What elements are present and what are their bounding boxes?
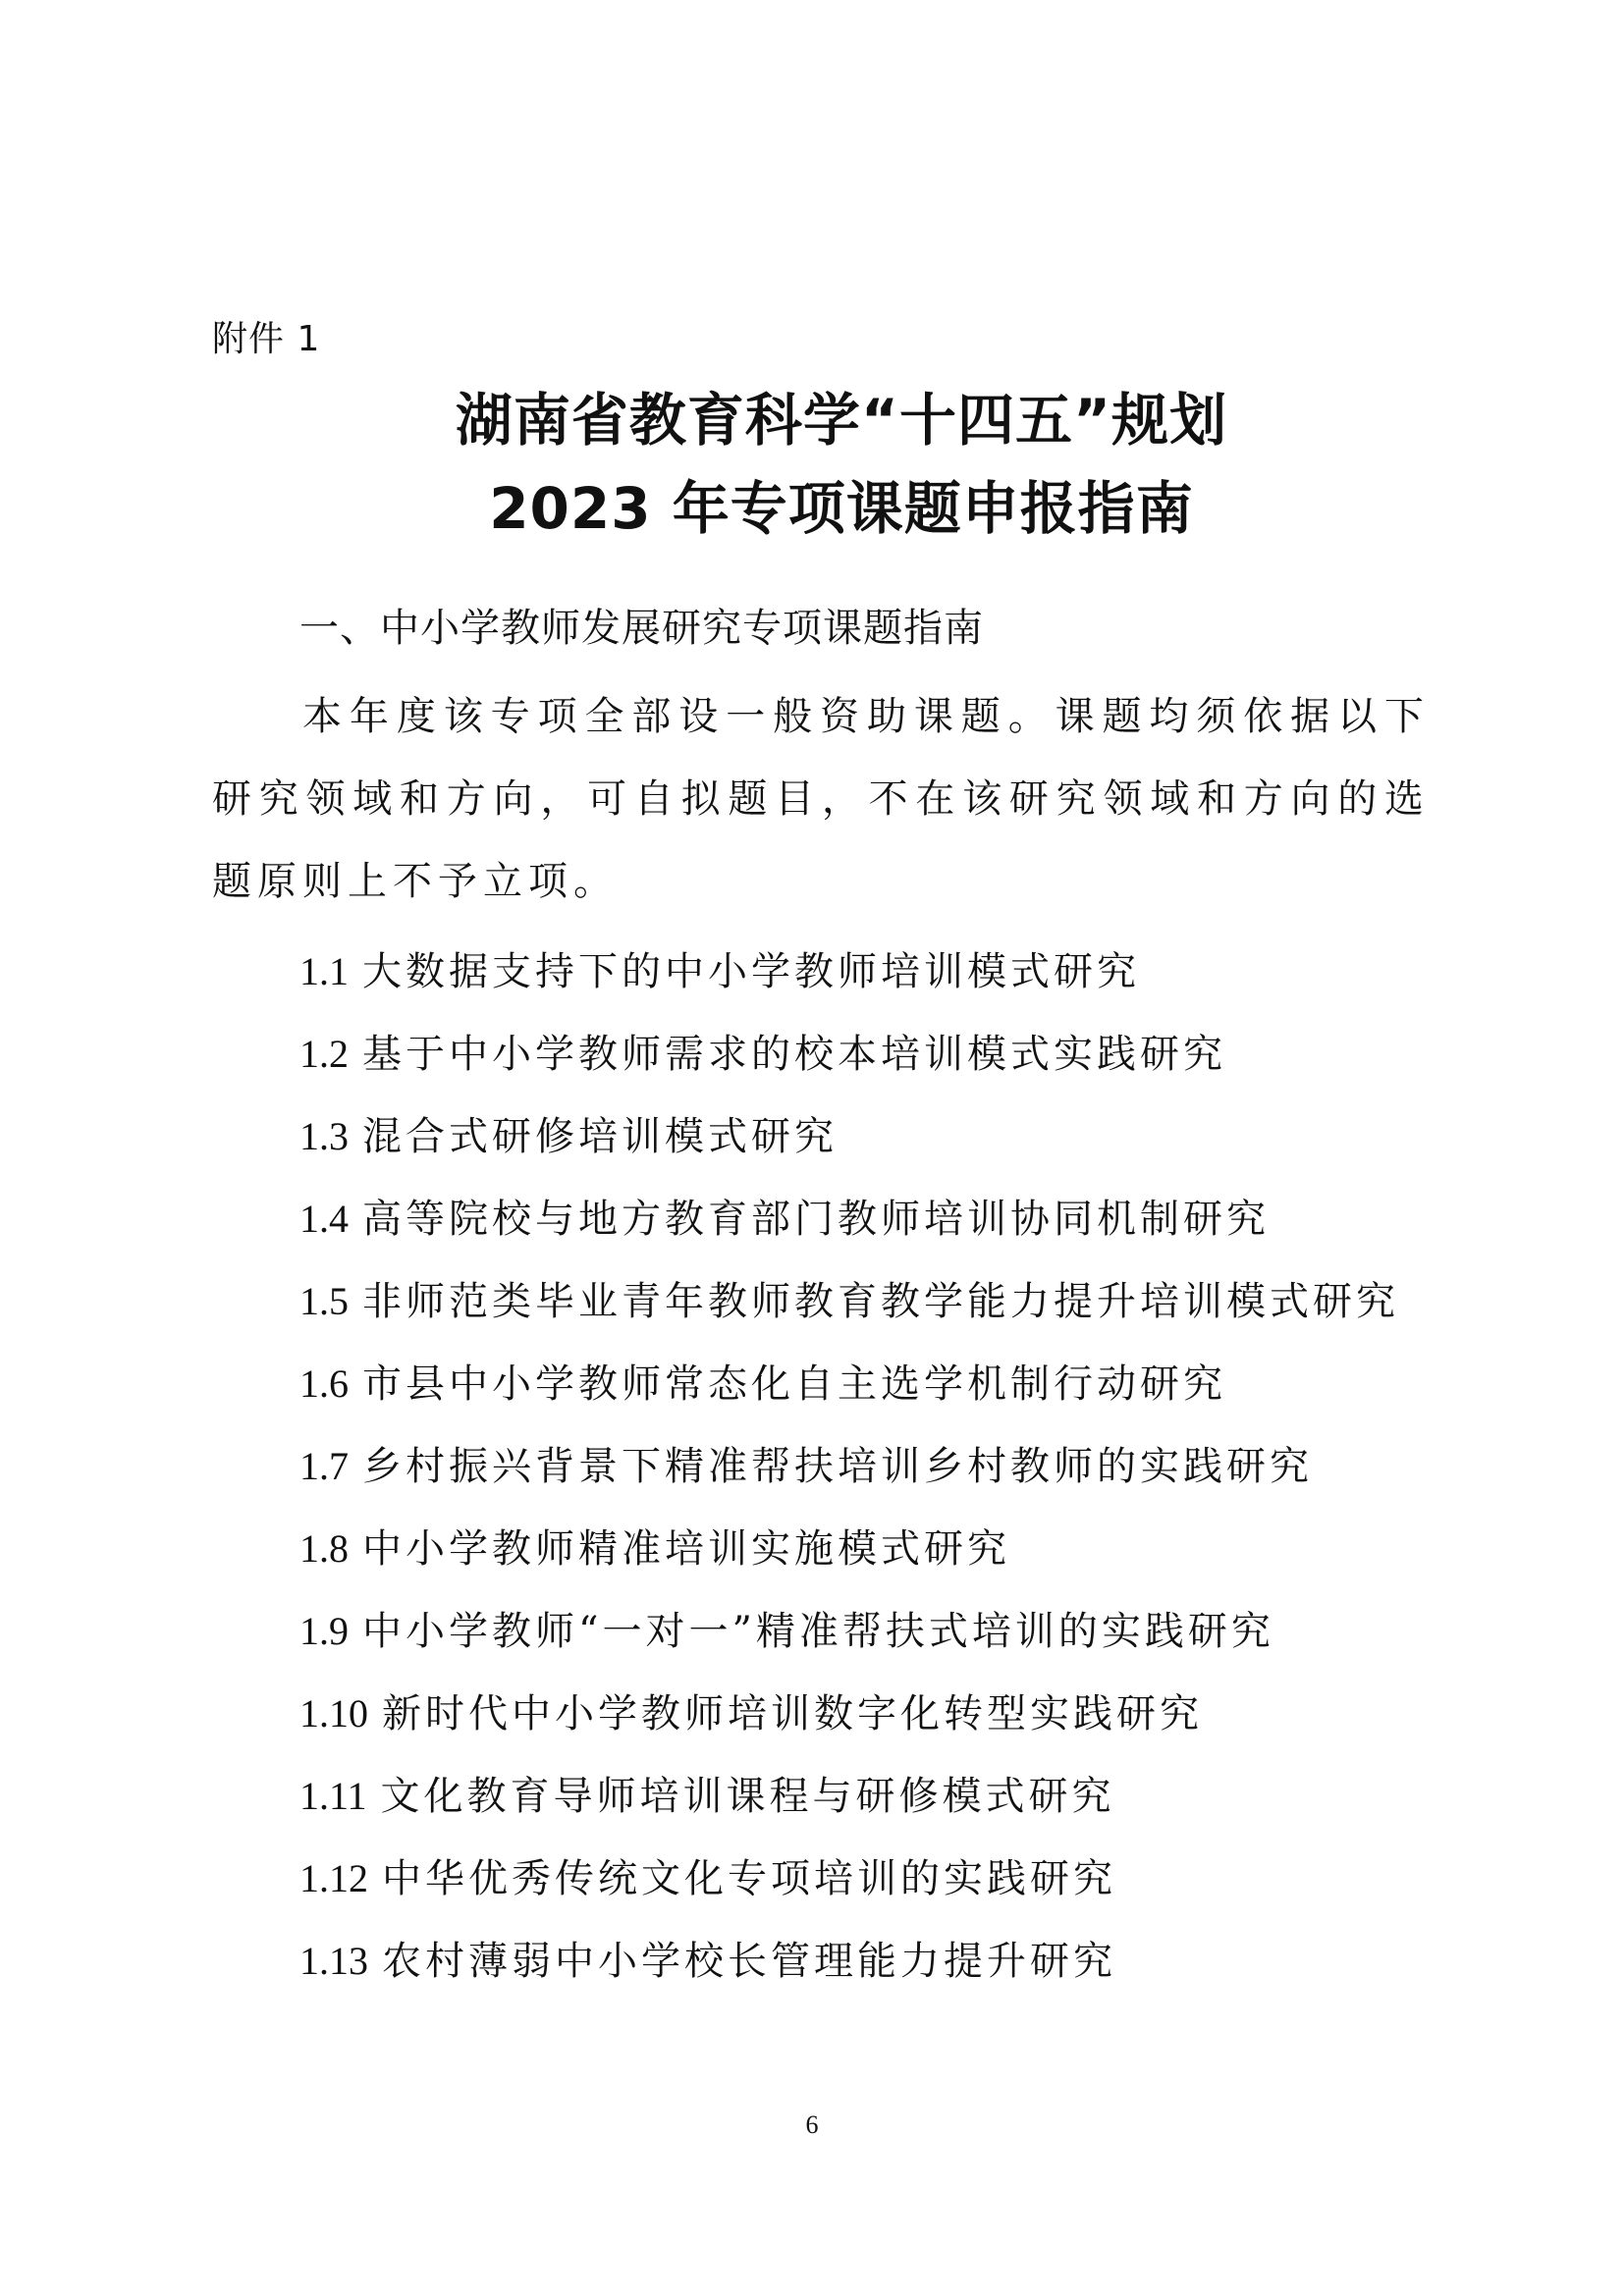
topic-list: [299, 931, 1399, 2002]
topic-text: 混合式研修培训模式研究: [362, 1114, 838, 1159]
topic-text: 非师范类毕业青年教师教育教学能力提升培训模式研究: [362, 1279, 1399, 1324]
topic-text: 中小学教师“一对一”精准帮扶式培训的实践研究: [362, 1609, 1274, 1654]
topic-number: 1.8: [299, 1526, 349, 1571]
document-title-line-2: 2023 年专项课题申报指南: [489, 475, 1194, 542]
topic-number: 1.9: [299, 1609, 349, 1653]
topic-text: 大数据支持下的中小学教师培训模式研究: [362, 949, 1140, 994]
topic-item: [299, 1508, 1399, 1590]
topic-item: [299, 1590, 1399, 1673]
topic-item: [299, 1095, 1399, 1178]
topic-number: 1.4: [299, 1197, 349, 1241]
topic-text: 高等院校与地方教育部门教师培训协同机制研究: [362, 1197, 1270, 1242]
document-title-line-1: 湖南省教育科学“十四五”规划: [455, 387, 1228, 454]
topic-number: 1.6: [299, 1362, 349, 1406]
topic-number: 1.12: [299, 1856, 368, 1900]
topic-text: 市县中小学教师常态化自主选学机制行动研究: [362, 1362, 1226, 1407]
topic-number: 1.13: [299, 1939, 368, 1983]
topic-item: [299, 1343, 1399, 1425]
topic-text: 农村薄弱中小学校长管理能力提升研究: [382, 1939, 1116, 1984]
topic-number: 1.7: [299, 1444, 349, 1488]
topic-text: 新时代中小学教师培训数字化转型实践研究: [382, 1691, 1203, 1736]
topic-text: 基于中小学教师需求的校本培训模式实践研究: [362, 1032, 1226, 1077]
topic-item: [299, 1178, 1399, 1260]
topic-item: [299, 1673, 1399, 1755]
section-heading: 一、中小学教师发展研究专项课题指南: [299, 606, 984, 651]
topic-item: [299, 1013, 1399, 1095]
topic-text: 乡村振兴背景下精准帮扶培训乡村教师的实践研究: [362, 1444, 1313, 1489]
topic-item: [299, 1838, 1399, 1920]
topic-item: [299, 1425, 1399, 1508]
topic-item: [299, 931, 1399, 1013]
topic-number: 1.1: [299, 949, 349, 993]
topic-number: 1.2: [299, 1032, 349, 1076]
section-intro-paragraph: 本年度该专项全部设一般资助课题。课题均须依据以下研究领域和方向，可自拟题目，不在该研究领域和方向的选题原则上不予立项。: [212, 694, 1430, 904]
attachment-label: 附件 1: [212, 319, 321, 359]
topic-text: 文化教育导师培训课程与研修模式研究: [380, 1774, 1115, 1819]
page-number: 6: [805, 2110, 819, 2139]
topic-text: 中华优秀传统文化专项培训的实践研究: [382, 1856, 1116, 1901]
topic-number: 1.10: [299, 1691, 368, 1735]
topic-item: [299, 1260, 1399, 1343]
topic-item: [299, 1920, 1399, 2002]
topic-number: 1.11: [299, 1774, 367, 1818]
topic-number: 1.5: [299, 1279, 349, 1323]
topic-number: 1.3: [299, 1114, 349, 1158]
topic-text: 中小学教师精准培训实施模式研究: [362, 1526, 1010, 1572]
topic-item: [299, 1755, 1399, 1838]
